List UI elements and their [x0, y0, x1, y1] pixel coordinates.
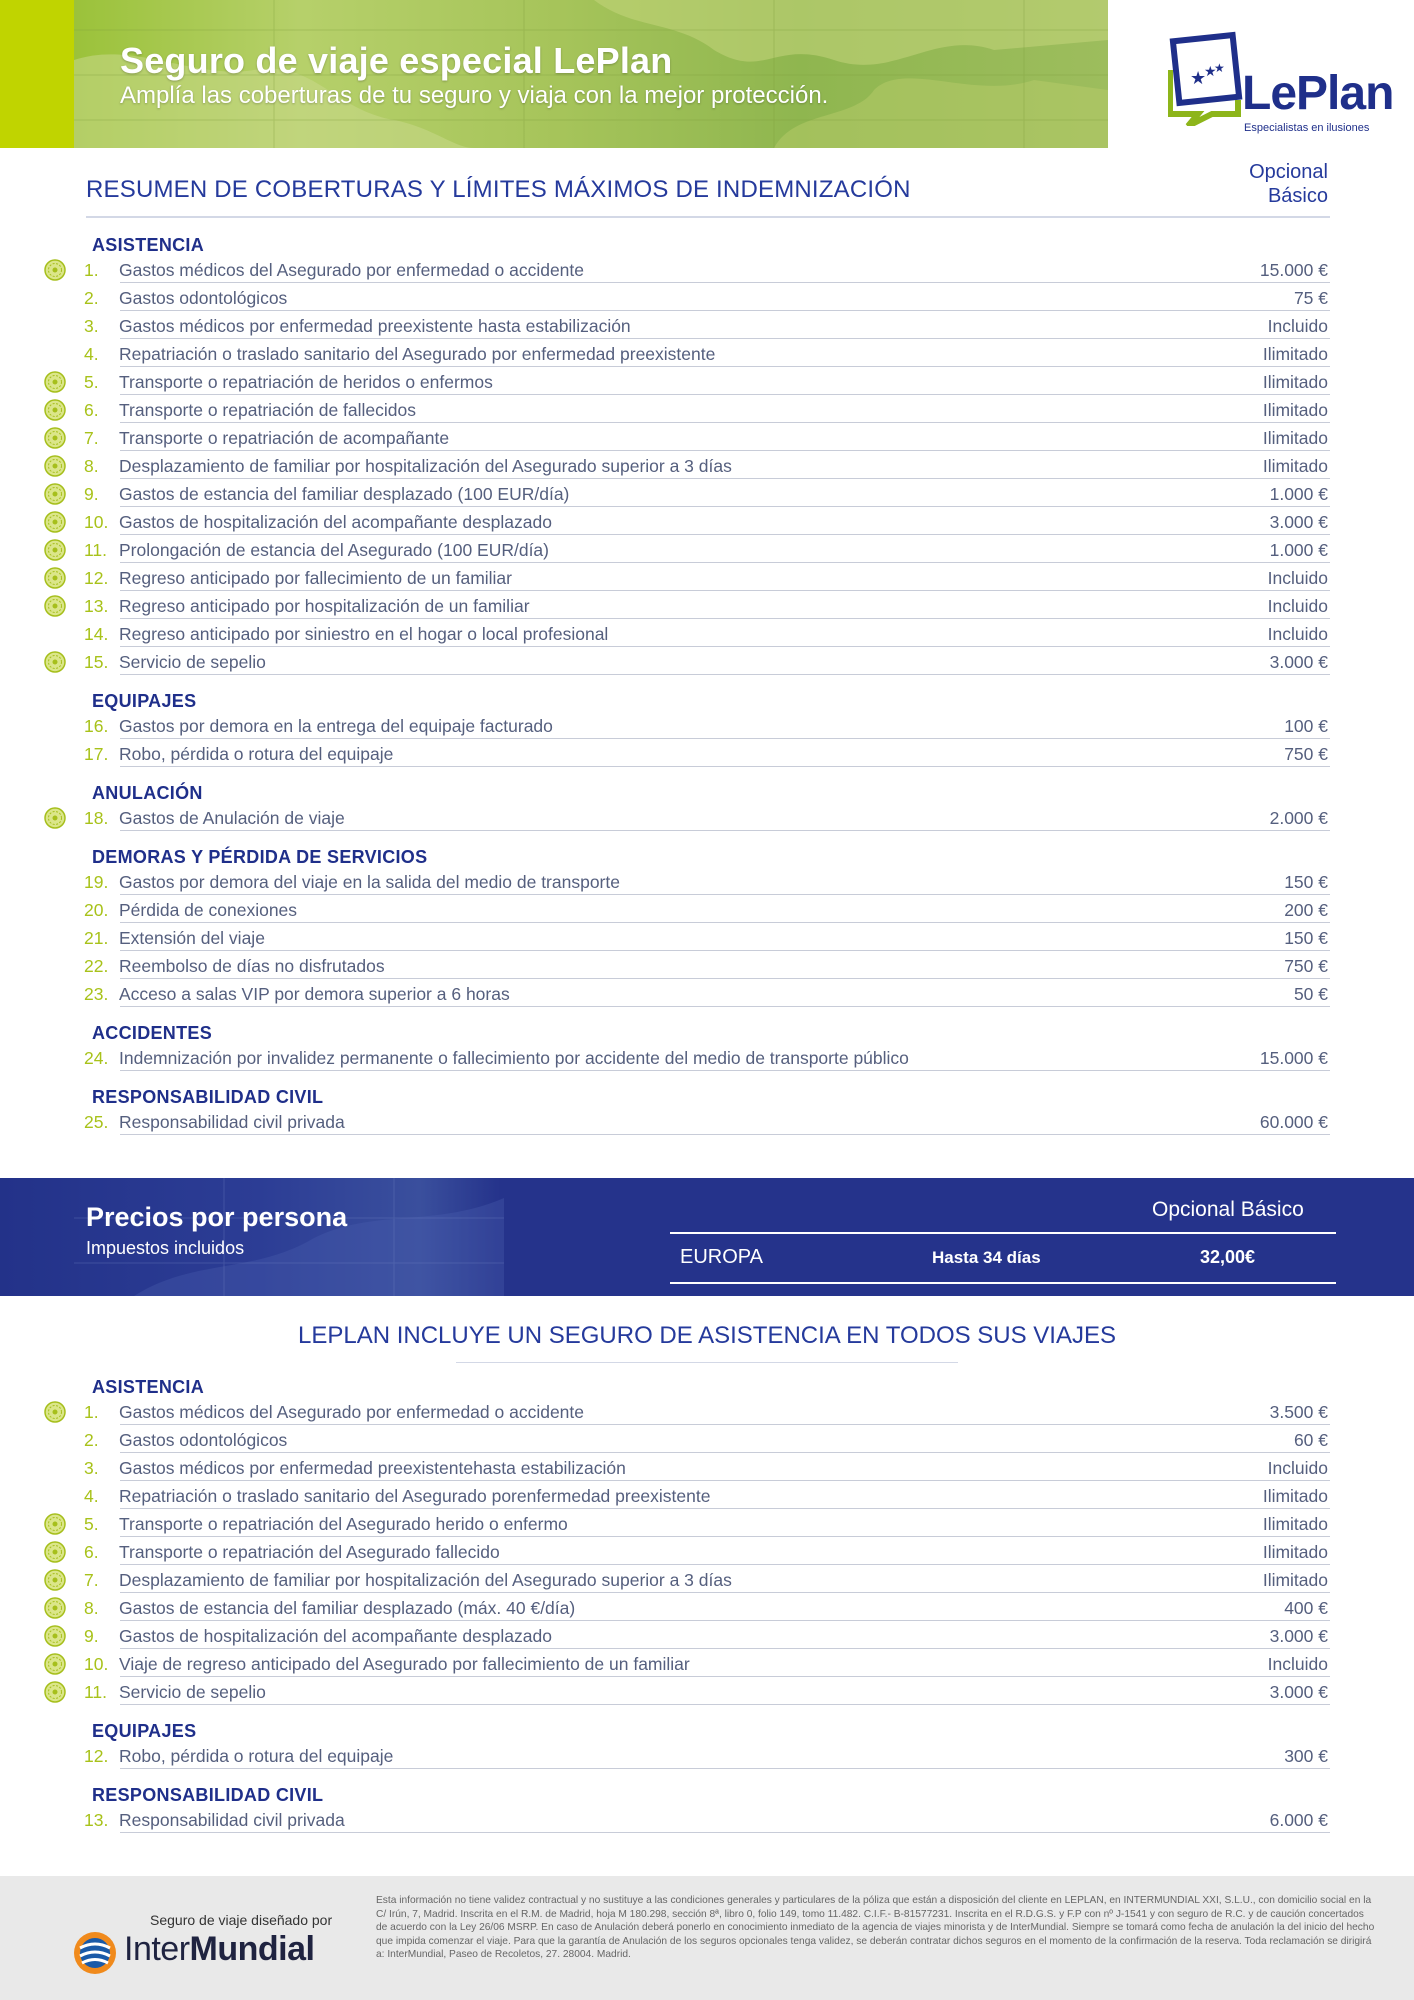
coverage-row — [40, 804, 1330, 832]
coverage-description: Transporte o repatriación de fallecidos — [119, 400, 417, 420]
coverage-limit: 3.500 € — [1269, 1402, 1328, 1422]
coverage-description: Regreso anticipado por hospitalización de un familiar — [119, 596, 530, 616]
coverage-description: Gastos de hospitalización del acompañante desplazado — [119, 512, 552, 532]
coverage-number: 13. — [84, 1810, 109, 1830]
coverage-number: 24. — [84, 1048, 109, 1068]
coverage-description: Robo, pérdida o rotura del equipaje — [119, 1746, 394, 1766]
option-header-line2: Básico — [1267, 185, 1328, 207]
map-background-icon — [74, 1178, 504, 1296]
coverage-number: 5. — [84, 372, 99, 392]
legal-notice: Esta información no tiene validez contractual y no sustituye a las condiciones generales y particulares de la póliza que están a disposición del cliente en LEPLAN, en INTERMUNDIAL XXI, S.L.U., con domicilio social en la C/ Irún, 7, Madrid. Inscrita en el R.M. de Madrid, hoja M 180.298, sección 8ª, libro 0, folio 149, tomo 11.482. C.I.F.- B-81577231. Inscrita en el R.D.G.S. y F.P con nº J-1541 y con seguro de R.C. y de caución concertados de acuerdo con la Ley 26/06 MSRP. En caso de Anulación deberá ponerlo en conocimiento inmediato de la agencia de viajes minorista y de InterMundial. Siempre se tomará como fecha de anulación la del inicio del hecho que impida comenzar el viaje. Para que la garantía de Anulación de los seguros opcionales tenga validez, se deberán contratar dichos seguros en el momento de la confirmación de la reserva. Toda reclamación se dirigirá a: InterMundial, Paseo de Recoletos, 27. 28004. Madrid. — [376, 1895, 1375, 1960]
row-divider — [120, 562, 1330, 563]
coverage-description: Indemnización por invalidez permanente o fallecimiento por accidente del medio de transporte público — [119, 1048, 909, 1068]
coverage-number: 12. — [84, 1746, 109, 1766]
coverage-row — [40, 312, 1330, 340]
coverage-row — [40, 980, 1330, 1008]
row-divider — [120, 1006, 1330, 1007]
coverage-number: 10. — [84, 512, 109, 532]
prices-subtitle: Impuestos incluidos — [86, 1238, 245, 1258]
coverage-description: Gastos médicos por enfermedad preexistente hasta estabilización — [119, 316, 631, 336]
coverage-limit: 200 € — [1284, 900, 1328, 920]
coverage-row — [40, 480, 1330, 508]
option-column-header — [1249, 160, 1328, 208]
row-divider — [120, 950, 1330, 951]
row-divider — [120, 618, 1330, 619]
coverage-row — [40, 284, 1330, 312]
coverage-limit: 75 € — [1293, 288, 1328, 308]
category-heading: RESPONSABILIDAD CIVIL — [92, 1785, 324, 1805]
included-coverage-table — [40, 1370, 1330, 1842]
coverage-limit: 15.000 € — [1259, 260, 1328, 280]
coverage-description: Prolongación de estancia del Asegurado (100 EUR/día) — [119, 540, 549, 560]
coverage-row — [40, 340, 1330, 368]
coverage-row — [40, 1108, 1330, 1136]
row-divider — [120, 1704, 1330, 1705]
footer — [0, 1876, 1414, 2000]
coverage-row — [40, 1454, 1330, 1482]
coverage-number: 10. — [84, 1654, 109, 1674]
coverage-number: 1. — [84, 1402, 99, 1422]
coverage-limit: Ilimitado — [1262, 1514, 1328, 1534]
coverage-description: Gastos odontológicos — [119, 1430, 288, 1450]
coverage-row — [40, 508, 1330, 536]
row-divider — [120, 922, 1330, 923]
coverage-row — [40, 564, 1330, 592]
coverage-description: Gastos médicos del Asegurado por enfermedad o accidente — [119, 1402, 585, 1422]
category-heading: EQUIPAJES — [92, 1721, 197, 1741]
coverage-limit: Incluido — [1267, 624, 1328, 644]
coverage-row — [40, 1678, 1330, 1706]
row-divider — [120, 338, 1330, 339]
assistance-seal-icon — [44, 1625, 66, 1647]
coverage-row — [40, 396, 1330, 424]
row-divider — [120, 738, 1330, 739]
coverage-row — [40, 1622, 1330, 1650]
row-divider — [120, 506, 1330, 507]
coverage-limit: Incluido — [1267, 316, 1328, 336]
assistance-seal-icon — [44, 1401, 66, 1423]
logo-tagline: Especialistas en ilusiones — [1244, 122, 1370, 134]
coverage-limit: 3.000 € — [1269, 652, 1328, 672]
included-title-rule — [456, 1362, 958, 1363]
coverage-limit: Incluido — [1267, 568, 1328, 588]
coverage-limit: Ilimitado — [1262, 1542, 1328, 1562]
row-divider — [120, 1592, 1330, 1593]
price-zone: EUROPA — [680, 1246, 763, 1268]
coverage-row — [40, 1044, 1330, 1072]
coverage-row — [40, 592, 1330, 620]
row-divider — [120, 1648, 1330, 1649]
assistance-seal-icon — [44, 1597, 66, 1619]
row-divider — [120, 450, 1330, 451]
row-divider — [120, 590, 1330, 591]
coverage-description: Gastos de Anulación de viaje — [119, 808, 345, 828]
coverage-limit: 1.000 € — [1269, 484, 1328, 504]
coverage-limit: 50 € — [1293, 984, 1328, 1004]
coverage-row — [40, 620, 1330, 648]
category-heading: RESPONSABILIDAD CIVIL — [92, 1087, 324, 1107]
coverage-description: Gastos por demora del viaje en la salida del medio de transporte — [119, 872, 620, 892]
coverage-number: 8. — [84, 456, 99, 476]
coverage-description: Pérdida de conexiones — [119, 900, 298, 920]
coverage-limit: Incluido — [1267, 1458, 1328, 1478]
row-divider — [120, 1768, 1330, 1769]
assistance-seal-icon — [44, 567, 66, 589]
assistance-seal-icon — [44, 259, 66, 281]
price-value: 32,00€ — [1200, 1247, 1256, 1267]
svg-text:★: ★ — [1204, 64, 1217, 80]
category-heading: ASISTENCIA — [92, 235, 205, 255]
page-subtitle: Amplía las coberturas de tu seguro y viaja con la mejor protección. — [120, 82, 829, 109]
coverage-row — [40, 1650, 1330, 1678]
coverage-description: Gastos médicos del Asegurado por enfermedad o accidente — [119, 260, 585, 280]
row-divider — [120, 394, 1330, 395]
row-divider — [120, 1508, 1330, 1509]
coverage-limit: Incluido — [1267, 1654, 1328, 1674]
assistance-seal-icon — [44, 539, 66, 561]
row-divider — [120, 894, 1330, 895]
coverage-row — [40, 256, 1330, 284]
coverage-description: Transporte o repatriación de heridos o enfermos — [119, 372, 493, 392]
coverage-limit: 150 € — [1284, 872, 1328, 892]
assistance-seal-icon — [44, 1653, 66, 1675]
coverage-limit: 1.000 € — [1269, 540, 1328, 560]
price-band — [0, 1178, 1414, 1296]
assistance-seal-icon — [44, 371, 66, 393]
row-divider — [120, 310, 1330, 311]
coverage-limit: Incluido — [1267, 596, 1328, 616]
coverage-row — [40, 1742, 1330, 1770]
coverage-number: 15. — [84, 652, 109, 672]
svg-text:★: ★ — [1190, 68, 1207, 89]
coverage-row — [40, 740, 1330, 768]
coverage-description: Gastos de hospitalización del acompañante desplazado — [119, 1626, 552, 1646]
row-divider — [120, 674, 1330, 675]
coverage-description: Responsabilidad civil privada — [119, 1810, 345, 1830]
coverage-row — [40, 868, 1330, 896]
coverage-description: Desplazamiento de familiar por hospitalización del Asegurado superior a 3 días — [119, 456, 732, 476]
coverage-row — [40, 952, 1330, 980]
coverage-number: 21. — [84, 928, 109, 948]
coverage-row — [40, 1482, 1330, 1510]
coverage-description: Robo, pérdida o rotura del equipaje — [119, 744, 394, 764]
row-divider — [120, 1536, 1330, 1537]
coverage-description: Servicio de sepelio — [119, 652, 266, 672]
coverage-limit: 3.000 € — [1269, 512, 1328, 532]
coverage-description: Regreso anticipado por siniestro en el hogar o local profesional — [119, 624, 609, 644]
coverage-row — [40, 1566, 1330, 1594]
coverage-row — [40, 896, 1330, 924]
coverage-limit: Ilimitado — [1262, 372, 1328, 392]
logo-mark-icon — [1168, 30, 1248, 126]
assistance-seal-icon — [44, 595, 66, 617]
category-heading: EQUIPAJES — [92, 691, 197, 711]
coverage-description: Transporte o repatriación del Asegurado herido o enfermo — [119, 1514, 568, 1534]
price-row — [670, 1232, 1336, 1284]
coverage-description: Acceso a salas VIP por demora superior a 6 horas — [119, 984, 510, 1004]
coverage-limit: 60.000 € — [1259, 1112, 1328, 1132]
svg-text:★: ★ — [1214, 61, 1225, 75]
designed-by-label: Seguro de viaje diseñado por — [150, 1912, 333, 1928]
coverage-description: Transporte o repatriación de acompañante — [119, 428, 450, 448]
coverage-row — [40, 1594, 1330, 1622]
row-divider — [120, 282, 1330, 283]
option-header-line1: Opcional — [1249, 161, 1328, 183]
row-divider — [120, 978, 1330, 979]
coverage-limit: 3.000 € — [1269, 1682, 1328, 1702]
row-divider — [120, 1070, 1330, 1071]
coverage-number: 9. — [84, 484, 99, 504]
coverage-limit: Ilimitado — [1262, 1570, 1328, 1590]
coverage-limit: 2.000 € — [1269, 808, 1328, 828]
summary-title: RESUMEN DE COBERTURAS Y LÍMITES MÁXIMOS DE INDEMNIZACIÓN — [86, 176, 911, 203]
coverage-number: 18. — [84, 808, 109, 828]
coverage-row — [40, 712, 1330, 740]
coverage-description: Repatriación o traslado sanitario del Asegurado por enfermedad preexistente — [119, 344, 716, 364]
coverage-row — [40, 924, 1330, 952]
coverage-description: Regreso anticipado por fallecimiento de un familiar — [119, 568, 512, 588]
coverage-description: Repatriación o traslado sanitario del Asegurado porenfermedad preexistente — [119, 1486, 711, 1506]
coverage-row — [40, 536, 1330, 564]
coverage-limit: 750 € — [1284, 956, 1328, 976]
assistance-seal-icon — [44, 1569, 66, 1591]
row-divider — [120, 766, 1330, 767]
assistance-seal-icon — [44, 511, 66, 533]
coverage-row — [40, 424, 1330, 452]
coverage-description: Gastos de estancia del familiar desplazado (máx. 40 €/día) — [119, 1598, 576, 1618]
coverage-number: 25. — [84, 1112, 109, 1132]
coverage-description: Gastos médicos por enfermedad preexistentehasta estabilización — [119, 1458, 626, 1478]
row-divider — [120, 1480, 1330, 1481]
coverage-description: Gastos odontológicos — [119, 288, 288, 308]
summary-coverage-table — [40, 228, 1330, 1144]
coverage-limit: 100 € — [1284, 716, 1328, 736]
coverage-row — [40, 1806, 1330, 1834]
assistance-seal-icon — [44, 427, 66, 449]
assistance-seal-icon — [44, 1541, 66, 1563]
intermundial-globe-icon — [72, 1930, 118, 1976]
coverage-number: 22. — [84, 956, 109, 976]
coverage-row — [40, 452, 1330, 480]
coverage-limit: 750 € — [1284, 744, 1328, 764]
coverage-limit: Ilimitado — [1262, 400, 1328, 420]
included-title: LEPLAN INCLUYE UN SEGURO DE ASISTENCIA EN TODOS SUS VIAJES — [297, 1322, 1116, 1349]
coverage-number: 4. — [84, 344, 99, 364]
coverage-row — [40, 648, 1330, 676]
coverage-description: Responsabilidad civil privada — [119, 1112, 345, 1132]
coverage-limit: Ilimitado — [1262, 456, 1328, 476]
coverage-description: Transporte o repatriación del Asegurado fallecido — [119, 1542, 500, 1562]
coverage-limit: Ilimitado — [1262, 344, 1328, 364]
coverage-number: 6. — [84, 1542, 99, 1562]
brand-word-inter: Inter — [124, 1930, 190, 1968]
category-heading: DEMORAS Y PÉRDIDA DE SERVICIOS — [92, 847, 428, 867]
coverage-number: 9. — [84, 1626, 99, 1646]
coverage-number: 20. — [84, 900, 109, 920]
row-divider — [120, 422, 1330, 423]
assistance-seal-icon — [44, 455, 66, 477]
assistance-seal-icon — [44, 483, 66, 505]
intermundial-logo — [124, 1930, 314, 1969]
coverage-row — [40, 1426, 1330, 1454]
row-divider — [120, 534, 1330, 535]
row-divider — [120, 1424, 1330, 1425]
logo-word-le: Le — [1242, 67, 1297, 120]
row-divider — [120, 1134, 1330, 1135]
coverage-row — [40, 1398, 1330, 1426]
assistance-seal-icon — [44, 1513, 66, 1535]
coverage-limit: 400 € — [1284, 1598, 1328, 1618]
assistance-seal-icon — [44, 651, 66, 673]
coverage-description: Reembolso de días no disfrutados — [119, 956, 385, 976]
page-title: Seguro de viaje especial LePlan — [120, 40, 673, 81]
coverage-description: Extensión del viaje — [119, 928, 265, 948]
coverage-description: Gastos por demora en la entrega del equipaje facturado — [119, 716, 553, 736]
summary-title-rule — [86, 216, 1330, 218]
coverage-number: 7. — [84, 428, 99, 448]
row-divider — [120, 1620, 1330, 1621]
row-divider — [120, 1832, 1330, 1833]
coverage-row — [40, 1538, 1330, 1566]
header-banner — [0, 0, 1108, 148]
brand-word-mundial: Mundial — [189, 1930, 315, 1968]
coverage-description: Desplazamiento de familiar por hospitalización del Asegurado superior a 3 días — [119, 1570, 732, 1590]
coverage-number: 17. — [84, 744, 109, 764]
coverage-limit: 60 € — [1293, 1430, 1328, 1450]
coverage-limit: Ilimitado — [1262, 1486, 1328, 1506]
coverage-limit: 15.000 € — [1259, 1048, 1328, 1068]
prices-title: Precios por persona — [86, 1202, 348, 1232]
coverage-number: 2. — [84, 288, 99, 308]
category-heading: ACCIDENTES — [92, 1023, 213, 1043]
coverage-number: 19. — [84, 872, 109, 892]
leplan-logo — [1164, 26, 1394, 146]
row-divider — [120, 1564, 1330, 1565]
assistance-seal-icon — [44, 1681, 66, 1703]
coverage-number: 4. — [84, 1486, 99, 1506]
coverage-number: 23. — [84, 984, 109, 1004]
coverage-number: 11. — [84, 1682, 108, 1702]
coverage-number: 16. — [84, 716, 109, 736]
coverage-number: 1. — [84, 260, 99, 280]
row-divider — [120, 1676, 1330, 1677]
coverage-limit: 6.000 € — [1269, 1810, 1328, 1830]
coverage-number: 5. — [84, 1514, 99, 1534]
category-heading: ANULACIÓN — [92, 783, 203, 803]
coverage-number: 7. — [84, 1570, 99, 1590]
category-heading: ASISTENCIA — [92, 1377, 205, 1397]
coverage-limit: 300 € — [1284, 1746, 1328, 1766]
coverage-number: 6. — [84, 400, 99, 420]
assistance-seal-icon — [44, 399, 66, 421]
coverage-number: 14. — [84, 624, 109, 644]
coverage-number: 3. — [84, 316, 99, 336]
logo-word-plan: Plan — [1296, 67, 1394, 120]
row-divider — [120, 366, 1330, 367]
coverage-number: 3. — [84, 1458, 99, 1478]
coverage-number: 8. — [84, 1598, 99, 1618]
coverage-description: Gastos de estancia del familiar desplazado (100 EUR/día) — [119, 484, 570, 504]
coverage-number: 11. — [84, 540, 108, 560]
assistance-seal-icon — [44, 807, 66, 829]
coverage-limit: 3.000 € — [1269, 1626, 1328, 1646]
coverage-row — [40, 1510, 1330, 1538]
price-duration: Hasta 34 días — [932, 1248, 1041, 1267]
coverage-number: 12. — [84, 568, 109, 588]
row-divider — [120, 1452, 1330, 1453]
coverage-description: Viaje de regreso anticipado del Asegurado por fallecimiento de un familiar — [119, 1654, 690, 1674]
header-accent-bar — [0, 0, 74, 148]
row-divider — [120, 830, 1330, 831]
row-divider — [120, 646, 1330, 647]
logo-wordmark — [1242, 66, 1393, 121]
row-divider — [120, 478, 1330, 479]
prices-option-header: Opcional Básico — [1152, 1198, 1304, 1221]
coverage-limit: 150 € — [1284, 928, 1328, 948]
coverage-description: Servicio de sepelio — [119, 1682, 266, 1702]
coverage-limit: Ilimitado — [1262, 428, 1328, 448]
coverage-number: 13. — [84, 596, 109, 616]
coverage-number: 2. — [84, 1430, 99, 1450]
coverage-row — [40, 368, 1330, 396]
